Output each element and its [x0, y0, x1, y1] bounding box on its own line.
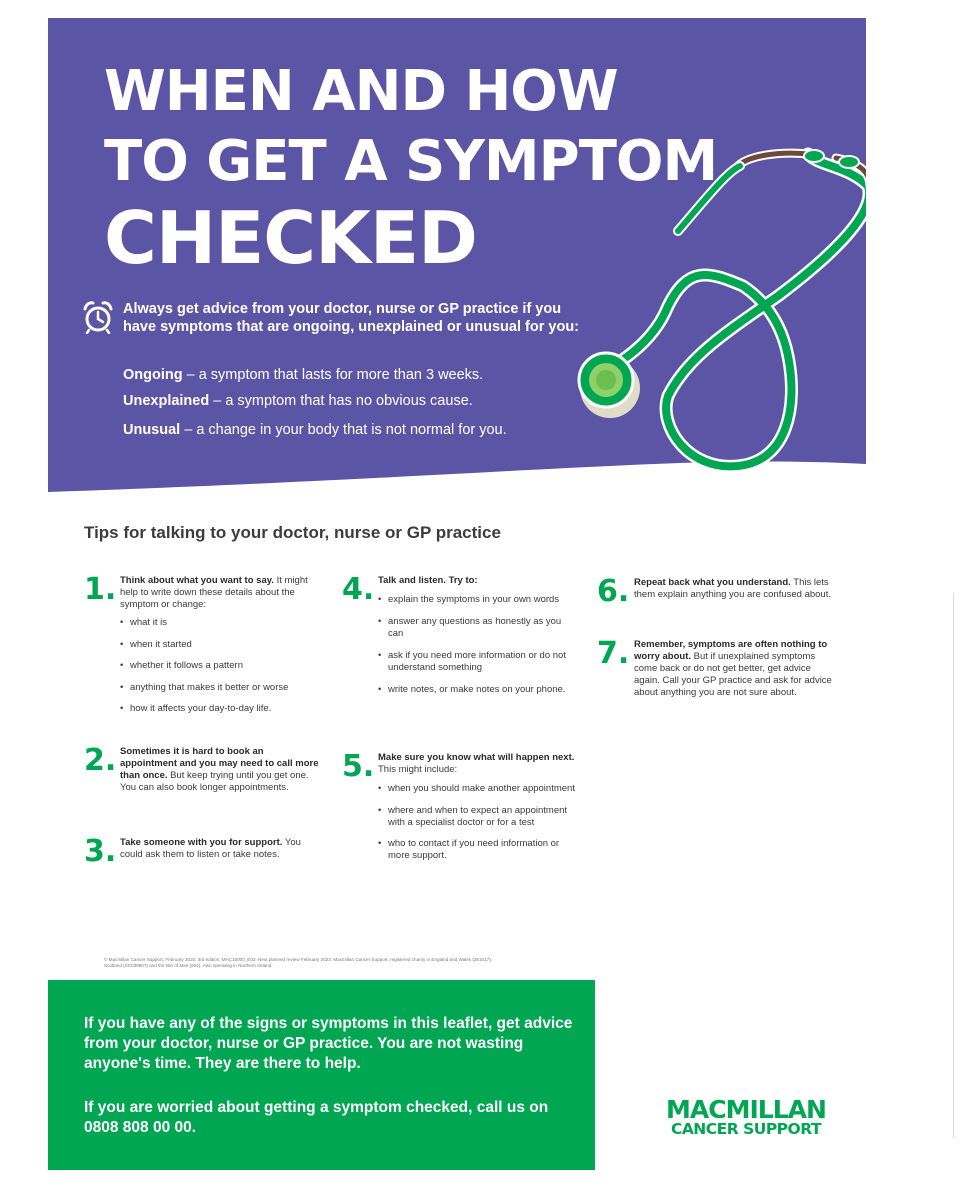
tip-number: 1.: [84, 572, 117, 607]
list-item: • whether it follows a pattern: [120, 660, 320, 672]
tip-number: 4.: [342, 572, 375, 607]
list-item: • anything that makes it better or worse: [120, 682, 320, 694]
legal-notice: © Macmillan Cancer Support, February 2020. 3rd edition. MAC15000_E03. Next planned review February 2023. Macmillan Cancer Support, registered charity in England and Wales (261017), Scotland (SC039907) and the Isle of Man (604). Also operating in Northern Ireland.: [104, 957, 493, 968]
alarm-clock-icon: [82, 300, 114, 334]
list-item: • when you should make another appointment: [378, 783, 578, 795]
tip-number: 3.: [84, 834, 117, 869]
definition-term: Unexplained: [123, 393, 210, 409]
hero-banner: [48, 18, 866, 494]
macmillan-logo: [651, 1097, 841, 1138]
tip-heading: Take someone with you for support.: [120, 837, 283, 848]
tip-text: This might include:: [378, 764, 458, 775]
tip-heading: Remember, symptoms are often nothing to worry about.: [634, 639, 828, 662]
tip-number: 2.: [84, 743, 117, 778]
tip-heading: Talk and listen. Try to:: [378, 575, 478, 586]
hero-intro: Always get advice from your doctor, nurse or GP practice if you have symptoms that are ongoing, unexplained or unusual for you:: [123, 301, 579, 335]
tip-body: [634, 639, 834, 699]
tip-body: [378, 752, 578, 872]
tip-body: [634, 577, 834, 601]
list-item: • what it is: [120, 617, 320, 629]
tip-text: You could ask them to listen or take notes.: [120, 837, 301, 860]
page-edge-divider: [953, 593, 954, 1138]
list-item: • who to contact if you need information or more support.: [378, 838, 578, 862]
tip-text: But if unexplained symptoms come back or do not get better, get advice again. Call your GP practice and ask for advice about anything you are not sure about.: [634, 651, 832, 698]
support-callout: [48, 980, 595, 1170]
list-item: • where and when to expect an appointment with a specialist doctor or for a test: [378, 805, 578, 829]
hero-title-line3: CHECKED: [104, 196, 477, 280]
definition-term: Ongoing: [123, 367, 183, 383]
tip-bullet-list: [378, 594, 578, 696]
hero-title-line1: WHEN AND HOW: [104, 59, 618, 124]
logo-line1: MACMILLAN: [666, 1095, 826, 1124]
tip-body: [120, 837, 320, 861]
tip-heading: Sometimes it is hard to book an appointment and you may need to call more than once.: [120, 746, 319, 781]
tip-bullet-list: [378, 783, 578, 862]
tip-body: [120, 575, 320, 725]
tip-number: 7.: [597, 636, 630, 671]
tip-heading: Think about what you want to say.: [120, 575, 274, 586]
callout-message: If you have any of the signs or symptoms in this leaflet, get advice from your doctor, nurse or GP practice. You are not wasting anyone's time. They are there to help.: [84, 1015, 573, 1072]
definition-unexplained: [123, 393, 473, 409]
definition-ongoing: [123, 367, 483, 383]
hero-title-line2: TO GET A SYMPTOM: [104, 129, 718, 194]
tip-text: This lets them explain anything you are confused about.: [634, 577, 831, 600]
tip-text: But keep trying until you get one. You can also book longer appointments.: [120, 770, 309, 793]
tip-body: [378, 575, 578, 706]
list-item: • explain the symptoms in your own words: [378, 594, 578, 606]
tip-bullet-list: [120, 617, 320, 715]
logo-line2: CANCER SUPPORT: [670, 1120, 822, 1138]
definition-text: – a change in your body that is not normal for you.: [180, 422, 507, 438]
list-item: • write notes, or make notes on your phone.: [378, 684, 578, 696]
definition-text: – a symptom that has no obvious cause.: [209, 393, 473, 409]
leaflet-page: [48, 18, 866, 1170]
definition-text: – a symptom that lasts for more than 3 weeks.: [182, 367, 484, 383]
definition-unusual: [123, 422, 507, 438]
list-item: • when it started: [120, 639, 320, 651]
tips-heading: Tips for talking to your doctor, nurse or GP practice: [84, 523, 501, 542]
list-item: • how it affects your day-to-day life.: [120, 703, 320, 715]
list-item: • ask if you need more information or do not understand something: [378, 650, 578, 674]
tip-number: 6.: [597, 574, 630, 609]
tip-number: 5.: [342, 749, 375, 784]
callout-phone: If you are worried about getting a symptom checked, call us on 0808 808 00 00.: [84, 1099, 549, 1136]
tip-text: It might help to write down these details about the symptom or change:: [120, 575, 308, 610]
tip-body: [120, 746, 320, 794]
list-item: • answer any questions as honestly as you can: [378, 616, 578, 640]
definition-term: Unusual: [123, 422, 181, 438]
tip-heading: Repeat back what you understand.: [634, 577, 791, 588]
tip-heading: Make sure you know what will happen next.: [378, 752, 575, 763]
